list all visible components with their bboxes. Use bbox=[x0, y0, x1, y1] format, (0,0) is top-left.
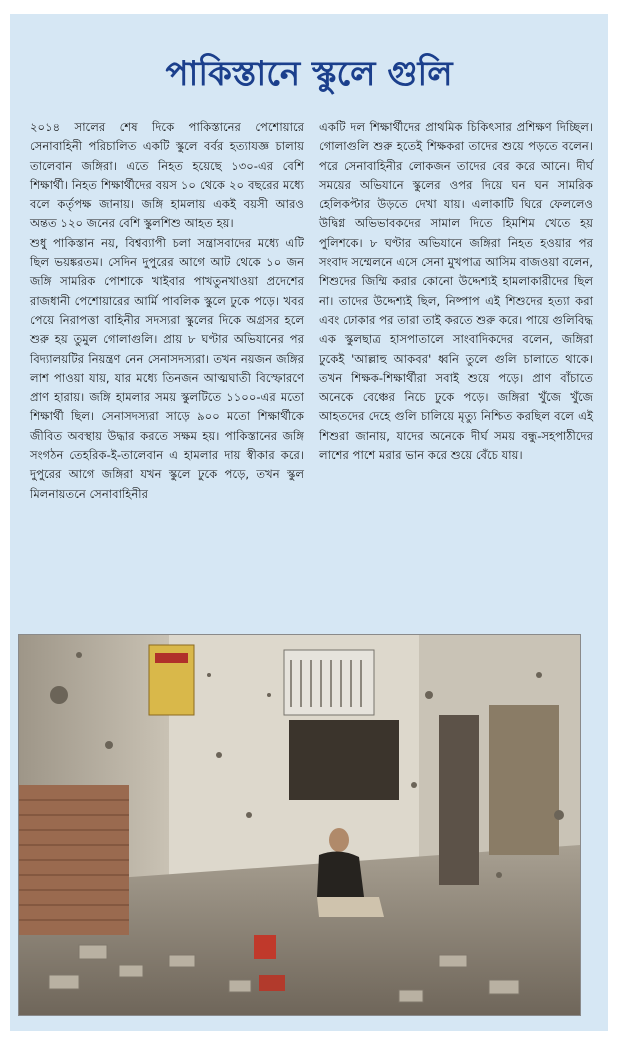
photo-illustration bbox=[19, 635, 580, 1015]
article-paragraph: শুধু পাকিস্তান নয়, বিশ্বব্যাপী চলা সন্ত্রাসবাদের মধ্যে এটি ছিল ভয়ঙ্করতম। সেদিন দুপুরের আগে আট থেকে ১০ জন জঙ্গি সামরিক পোশাকে খাইবার পাখতুনখাওয়া প্রদেশের রাজধানী পেশোয়ারের আর্মি পাবলিক স্কুলে ঢুকে পড়ে। খবর পেয়ে নিরাপত্তা বাহিনীর সদস্যরা স্কুলের দিকে অগ্রসর হলে শুরু হয় তুমুল গোলাগুলি। প্রায় ৮ ঘণ্টার অভিযানের পর বিদ্যালয়টির নিয়ন্ত্রণ নেন সেনাসদস্যরা। তখন নয়জন জঙ্গির লাশ পাওয়া যায়, যার মধ্যে তিনজন আত্মঘাতী বিস্ফোরণে প্রাণ হারায়। জঙ্গি হামলার সময় স্কুলটিতে ১১০০-এর মতো শিক্ষার্থী ছিল। সেনাসদস্যরা সাড়ে ৯০০ মতো শিক্ষার্থীকে জীবিত অবস্থায় উদ্ধার করতে সক্ষম হয়। পাকিস্তানের জঙ্গি সংগঠন তেহরিক-ই-তালেবান এ হামলার দায় স্বীকার করে। দুপুরের আগে জঙ্গিরা যখন স্কুলে ঢুকে পড়ে, তখন স্কুল মিলনায়তনে সেনাবাহিনীর bbox=[30, 235, 304, 501]
news-photo bbox=[18, 634, 581, 1016]
article-paragraph: একটি দল শিক্ষার্থীদের প্রাথমিক চিকিৎসার প্রশিক্ষণ দিচ্ছিল। গোলাগুলি শুরু হতেই শিক্ষকরা তাদের শুয়ে পড়তে বলেন। পরে সেনাবাহিনীর লোকজন তাদের বের করে আনে। দীর্ঘ সময়ের অভিযানে স্কুলের ওপর দিয়ে ঘন ঘন সামরিক হেলিকপ্টার উড়তে দেখা যায়। এলাকাটি ঘিরে ফেললেও উদ্বিগ্ন অভিভাবকদের সামাল দিতে হিমশিম খেতে হয় পুলিশকে। ৮ ঘণ্টার অভিযানে জঙ্গিরা নিহত হওয়ার পর সংবাদ সম্মেলনে এসে সেনা মুখপাত্র আসিম বাজওয়া বলেন, শিশুদের জিম্মি করার কোনো উদ্দেশ্যই হামলাকারীদের ছিল না। তাদের উদ্দেশ্যই ছিল, নিষ্পাপ এই শিশুদের হত্যা করা এবং ঢোকার পর তারা তাই করতে শুরু করে। পায়ে গুলিবিদ্ধ এক স্কুলছাত্র হাসপাতালে সাংবাদিকদের বলেন, জঙ্গিরা ঢুকেই 'আল্লাহু আকবর' ধ্বনি তুলে গুলি চালাতে থাকে। তখন শিক্ষক-শিক্ষার্থীরা সবাই শুয়ে পড়ে। প্রাণ বাঁচাতে অনেকে বেঞ্চের নিচে ঢুকে পড়ে। জঙ্গিরা খুঁজে খুঁজে আহতদের দেহে গুলি চালিয়ে মৃত্যু নিশ্চিত করছিল বলে এই শিশুরা জানায়, যাদের অনেকে দীর্ঘ সময় বন্ধু-সহপাঠীদের লাশের পাশে মরার ভান করে শুয়ে বেঁচে যায়। bbox=[319, 120, 593, 463]
headline: পাকিস্তানে স্কুলে গুলি bbox=[165, 54, 453, 94]
article-column-left bbox=[30, 118, 304, 504]
article-paragraph: ২০১৪ সালের শেষ দিকে পাকিস্তানের পেশোয়ারে সেনাবাহিনী পরিচালিত একটি স্কুলে বর্বর হত্যাযজ্ঞ চালায় তালেবান জঙ্গিরা। এতে নিহত হয়েছে ১৩০-এর বেশি শিক্ষার্থী। নিহত শিক্ষার্থীদের বয়স ১০ থেকে ২০ বছরের মধ্যে বলে কর্তৃপক্ষ জানায়। জঙ্গি হামলায় একই বয়সী আরও অন্তত ১২০ জনের বেশি স্কুলশিশু আহত হয়। bbox=[30, 120, 304, 231]
article-column-right bbox=[319, 118, 593, 465]
